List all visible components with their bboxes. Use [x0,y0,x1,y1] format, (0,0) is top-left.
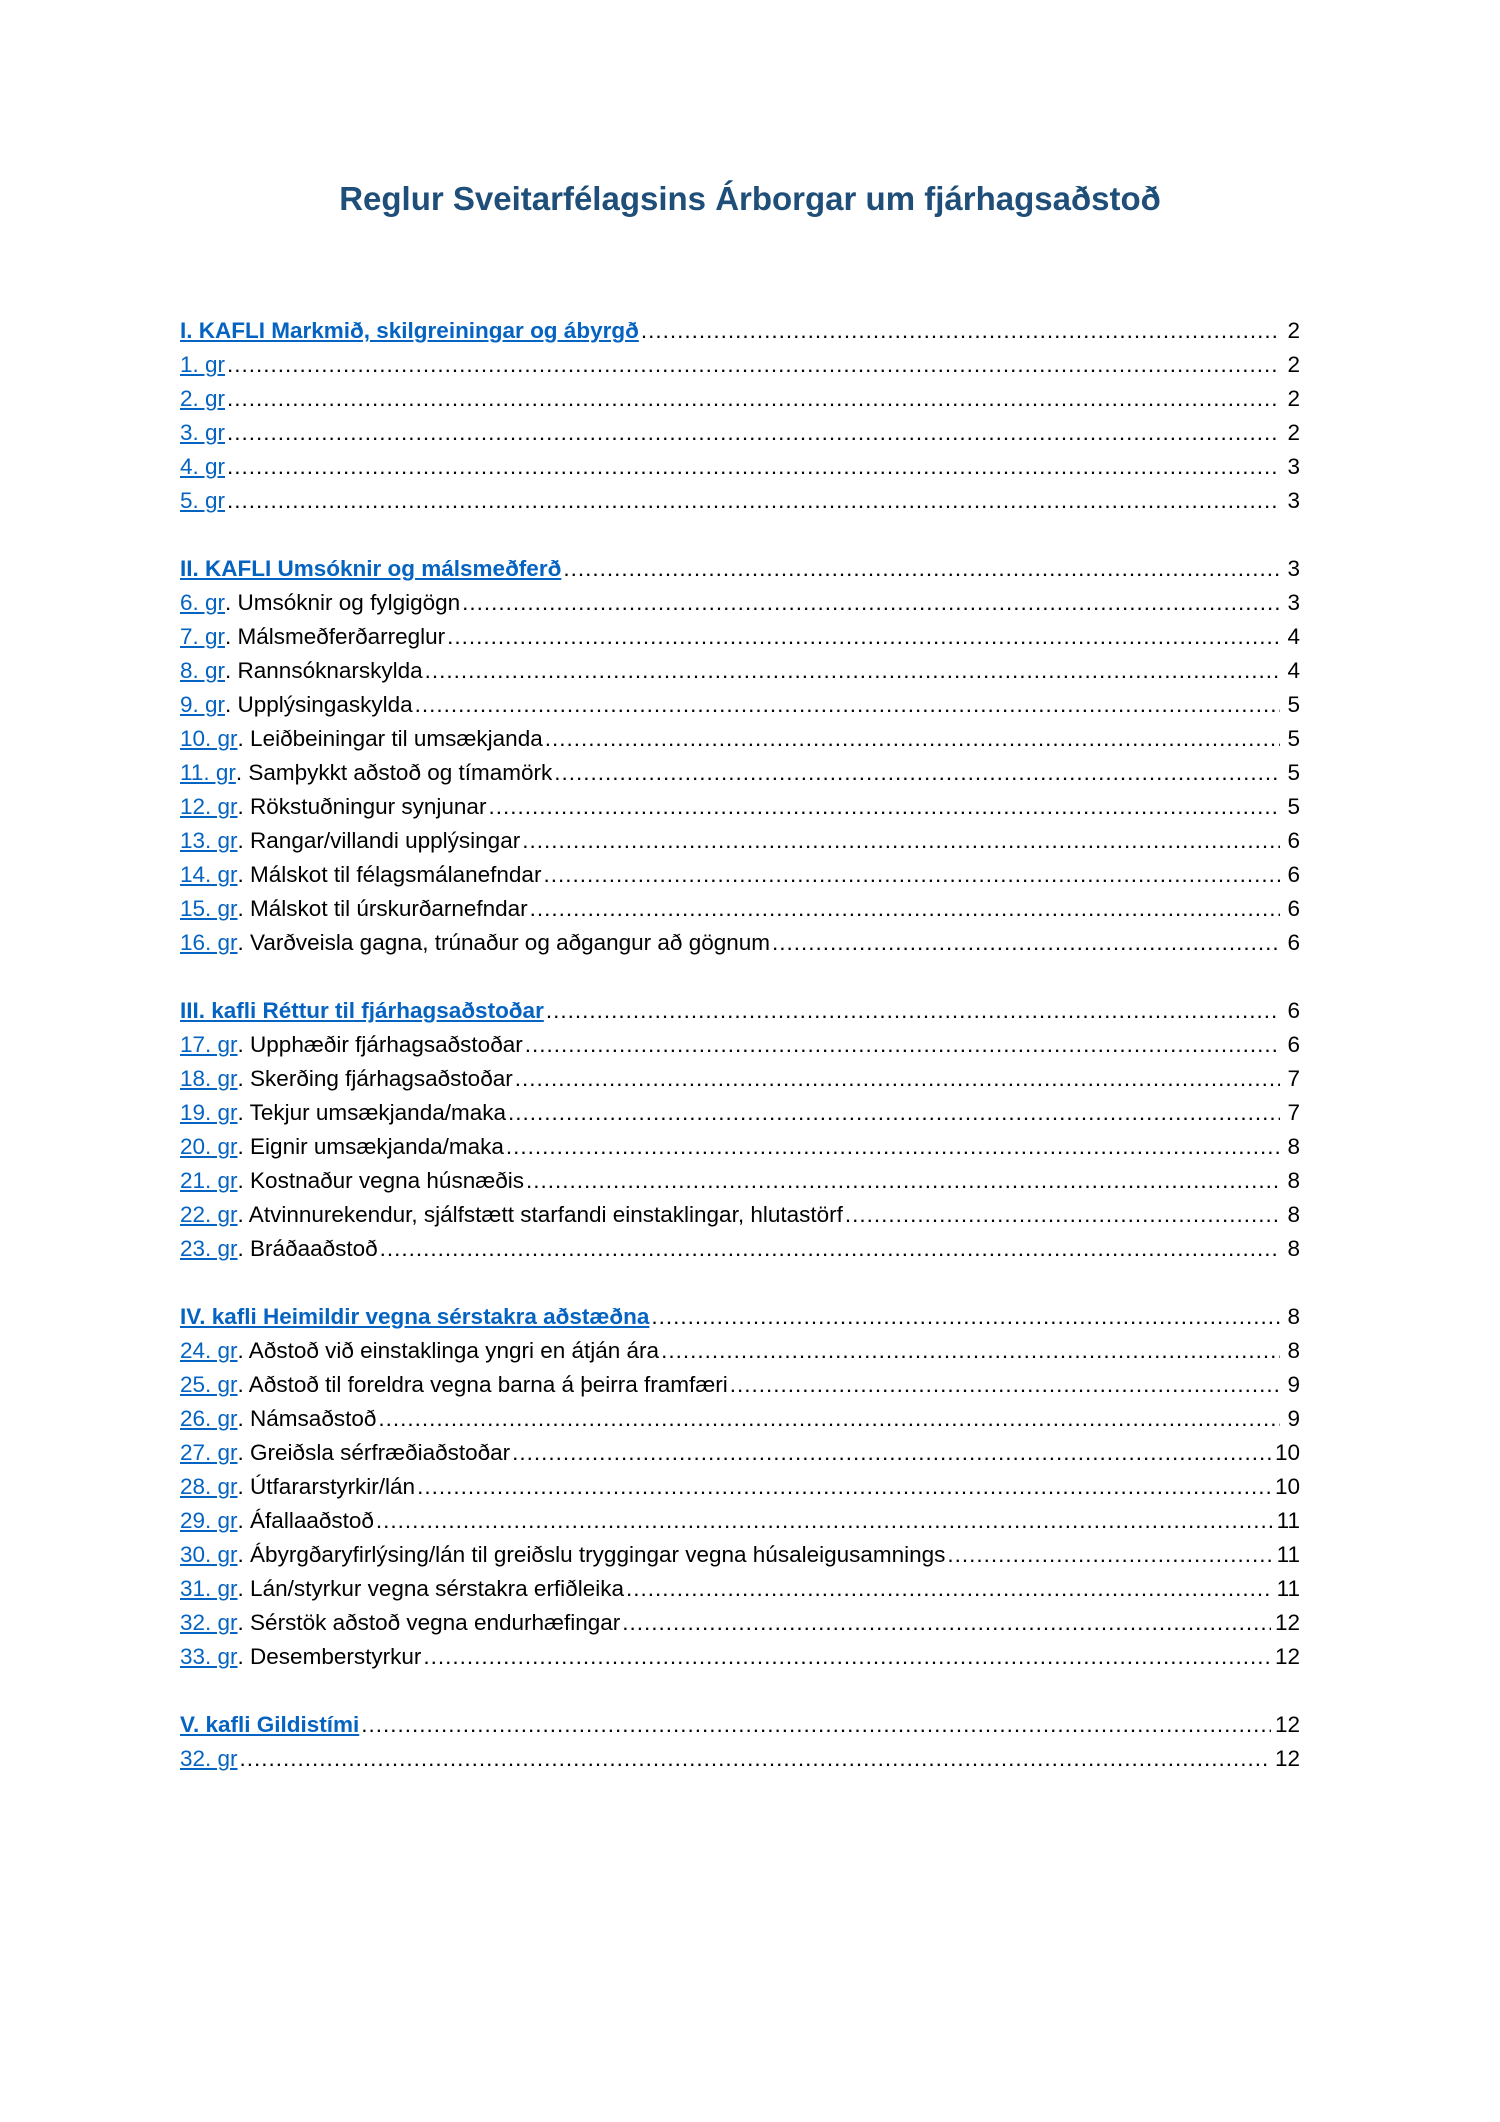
article-link[interactable]: 31. gr [180,1576,238,1601]
toc-entry[interactable] [180,722,1300,756]
toc-entry[interactable] [180,1062,1300,1096]
entry-title: . Námsaðstoð [237,1406,377,1431]
dot-leader [488,790,1280,824]
toc-entry[interactable] [180,1504,1300,1538]
toc-entry[interactable] [180,620,1300,654]
dot-leader [227,484,1280,518]
page-number: 5 [1287,692,1300,717]
entry-title: . Útfararstyrkir/lán [237,1474,416,1499]
article-link[interactable]: 32. gr [180,1746,238,1771]
article-link[interactable]: 1. gr [180,352,226,377]
article-link[interactable]: 3. gr [180,420,226,445]
entry-title: . Umsóknir og fylgigögn [225,590,461,615]
entry-title: . Rangar/villandi upplýsingar [237,828,521,853]
article-link[interactable]: 12. gr [180,794,238,819]
dot-leader [506,1130,1280,1164]
dot-leader [622,1606,1271,1640]
article-link[interactable]: 5. gr [180,488,226,513]
dot-leader [423,1640,1271,1674]
article-link[interactable]: 2. gr [180,386,226,411]
toc-entry[interactable] [180,1436,1300,1470]
page-number: 6 [1287,828,1300,853]
page-number: 10 [1274,1474,1300,1499]
page-number: 5 [1287,794,1300,819]
toc-entry[interactable] [180,1028,1300,1062]
entry-title: . Aðstoð til foreldra vegna barna á þeirra framfæri [237,1372,728,1397]
page-number: 3 [1287,590,1300,615]
page-number: 11 [1276,1542,1300,1567]
article-link[interactable]: 23. gr [180,1236,238,1261]
page-number: 6 [1287,896,1300,921]
dot-leader [447,620,1280,654]
page-number: 3 [1287,556,1300,581]
page-number: 2 [1287,386,1300,411]
toc-entry[interactable] [180,1742,1300,1776]
entry-title: . Sérstök aðstoð vegna endurhæfingar [237,1610,621,1635]
entry-title: . Eignir umsækjanda/maka [237,1134,504,1159]
chapter-link[interactable]: IV. kafli Heimildir vegna sérstakra aðstæðna [180,1304,650,1329]
toc-entry[interactable] [180,1164,1300,1198]
entry-title: . Ábyrgðaryfirlýsing/lán til greiðslu tryggingar vegna húsaleigusamnings [237,1542,946,1567]
article-link[interactable]: 16. gr [180,930,238,955]
toc-entry[interactable] [180,654,1300,688]
toc-entry[interactable] [180,1232,1300,1266]
page-number: 12 [1274,1746,1300,1771]
entry-title: . Leiðbeiningar til umsækjanda [237,726,543,751]
toc-entry[interactable] [180,382,1300,416]
toc-chapter-heading[interactable] [180,1708,1300,1742]
page-number: 12 [1274,1644,1300,1669]
dot-leader [415,688,1280,722]
article-link[interactable]: 14. gr [180,862,238,887]
page-number: 12 [1274,1610,1300,1635]
toc-entry[interactable] [180,858,1300,892]
article-link[interactable]: 25. gr [180,1372,238,1397]
toc-entry[interactable] [180,450,1300,484]
entry-title: . Varðveisla gagna, trúnaður og aðgangur að gögnum [237,930,771,955]
dot-leader [508,1096,1280,1130]
dot-leader [227,450,1280,484]
page-title: Reglur Sveitarfélagsins Árborgar um fjárhagsaðstoð [339,180,1161,217]
toc-chapter-heading[interactable] [180,314,1300,348]
entry-title: . Aðstoð við einstaklinga yngri en átján ára [237,1338,660,1363]
toc-entry[interactable] [180,1470,1300,1504]
toc-entry[interactable] [180,1538,1300,1572]
page-number: 7 [1287,1066,1300,1091]
page-number: 11 [1276,1576,1300,1601]
entry-title: . Málsmeðferðarreglur [225,624,446,649]
page-number: 5 [1287,760,1300,785]
article-link[interactable]: 32. gr [180,1610,238,1635]
article-link[interactable]: 7. gr [180,624,226,649]
entry-title: . Upplýsingaskylda [225,692,413,717]
chapter-link[interactable]: V. kafli Gildistími [180,1712,360,1737]
page-number: 2 [1287,420,1300,445]
entry-title: . Skerðing fjárhagsaðstoðar [237,1066,513,1091]
entry-title: . Tekjur umsækjanda/maka [237,1100,506,1125]
entry-title: . Samþykkt aðstoð og tímamörk [235,760,553,785]
dot-leader [227,416,1280,450]
dot-leader [651,1300,1280,1334]
chapter-link[interactable]: I. KAFLI Markmið, skilgreiningar og ábyrgð [180,318,639,343]
dot-leader [543,858,1280,892]
article-link[interactable]: 26. gr [180,1406,238,1431]
article-link[interactable]: 4. gr [180,454,226,479]
entry-title: . Rannsóknarskylda [225,658,423,683]
page-number: 6 [1287,862,1300,887]
toc-entry[interactable] [180,1572,1300,1606]
chapter-link[interactable]: II. KAFLI Umsóknir og málsmeðferð [180,556,562,581]
page-number: 8 [1287,1338,1300,1363]
article-link[interactable]: 21. gr [180,1168,238,1193]
toc-entry[interactable] [180,1096,1300,1130]
dot-leader [530,892,1280,926]
dot-leader [462,586,1280,620]
page-number: 10 [1274,1440,1300,1465]
page-number: 8 [1287,1134,1300,1159]
entry-title: . Bráðaaðstoð [237,1236,378,1261]
toc-entry[interactable] [180,1130,1300,1164]
page-number: 9 [1287,1372,1300,1397]
dot-leader [626,1572,1273,1606]
toc-entry[interactable] [180,484,1300,518]
toc-entry[interactable] [180,926,1300,960]
dot-leader [947,1538,1272,1572]
dot-leader [546,994,1280,1028]
article-link[interactable]: 20. gr [180,1134,238,1159]
toc-entry[interactable] [180,790,1300,824]
dot-leader [380,1232,1280,1266]
dot-leader [515,1062,1280,1096]
toc-entry[interactable] [180,1640,1300,1674]
dot-leader [425,654,1280,688]
dot-leader [772,926,1280,960]
page-number: 7 [1287,1100,1300,1125]
entry-title: . Upphæðir fjárhagsaðstoðar [237,1032,523,1057]
toc-chapter-heading[interactable] [180,1300,1300,1334]
article-link[interactable]: 9. gr [180,692,226,717]
toc-entry[interactable] [180,1606,1300,1640]
article-link[interactable]: 18. gr [180,1066,238,1091]
article-link[interactable]: 8. gr [180,658,226,683]
article-link[interactable]: 10. gr [180,726,238,751]
article-link[interactable]: 33. gr [180,1644,238,1669]
toc-entry[interactable] [180,756,1300,790]
page-number: 4 [1287,658,1300,683]
dot-leader [525,1028,1280,1062]
dot-leader [554,756,1280,790]
page-number: 8 [1287,1304,1300,1329]
article-link[interactable]: 30. gr [180,1542,238,1567]
article-link[interactable]: 6. gr [180,590,226,615]
table-of-contents [180,314,1300,1810]
dot-leader [361,1708,1271,1742]
article-link[interactable]: 13. gr [180,828,238,853]
dot-leader [227,382,1280,416]
entry-title: . Málskot til úrskurðarnefndar [237,896,528,921]
toc-section-4 [180,1300,1300,1674]
article-link[interactable]: 24. gr [180,1338,238,1363]
entry-title: . Desemberstyrkur [237,1644,422,1669]
entry-title: . Rökstuðningur synjunar [237,794,487,819]
page-number: 9 [1287,1406,1300,1431]
toc-entry[interactable] [180,1198,1300,1232]
toc-entry[interactable] [180,586,1300,620]
article-link[interactable]: 15. gr [180,896,238,921]
page-number: 6 [1287,930,1300,955]
article-link[interactable]: 11. gr [180,760,236,785]
toc-entry[interactable] [180,688,1300,722]
toc-entry[interactable] [180,416,1300,450]
article-link[interactable]: 22. gr [180,1202,238,1227]
dot-leader [512,1436,1271,1470]
article-link[interactable]: 28. gr [180,1474,238,1499]
page-number: 12 [1274,1712,1300,1737]
dot-leader [240,1742,1271,1776]
entry-title: . Lán/styrkur vegna sérstakra erfiðleika [237,1576,624,1601]
dot-leader [378,1402,1280,1436]
entry-title: . Kostnaður vegna húsnæðis [237,1168,524,1193]
page-number: 5 [1287,726,1300,751]
page-number: 6 [1287,1032,1300,1057]
toc-chapter-heading[interactable] [180,552,1300,586]
toc-section-5 [180,1708,1300,1776]
dot-leader [661,1334,1280,1368]
chapter-link[interactable]: III. kafli Réttur til fjárhagsaðstoðar [180,998,544,1023]
page-number: 8 [1287,1236,1300,1261]
dot-leader [845,1198,1280,1232]
toc-section-1 [180,314,1300,518]
page-number: 2 [1287,352,1300,377]
article-link[interactable]: 17. gr [180,1032,238,1057]
dot-leader [545,722,1280,756]
entry-title: . Atvinnurekendur, sjálfstætt starfandi einstaklingar, hlutastörf [237,1202,843,1227]
toc-chapter-heading[interactable] [180,994,1300,1028]
dot-leader [526,1164,1280,1198]
page-number: 8 [1287,1202,1300,1227]
page-number: 3 [1287,488,1300,513]
toc-entry[interactable] [180,348,1300,382]
article-link[interactable]: 27. gr [180,1440,238,1465]
article-link[interactable]: 19. gr [180,1100,238,1125]
dot-leader [376,1504,1273,1538]
dot-leader [641,314,1280,348]
entry-title: . Áfallaaðstoð [237,1508,374,1533]
dot-leader [730,1368,1280,1402]
page-number: 3 [1287,454,1300,479]
article-link[interactable]: 29. gr [180,1508,238,1533]
toc-entry[interactable] [180,1368,1300,1402]
toc-section-2 [180,552,1300,960]
dot-leader [417,1470,1271,1504]
page-number: 8 [1287,1168,1300,1193]
toc-section-3 [180,994,1300,1266]
entry-title: . Málskot til félagsmálanefndar [237,862,542,887]
page-number: 11 [1276,1508,1300,1533]
toc-entry[interactable] [180,824,1300,858]
dot-leader [522,824,1280,858]
toc-entry[interactable] [180,892,1300,926]
toc-entry[interactable] [180,1334,1300,1368]
page-number: 4 [1287,624,1300,649]
entry-title: . Greiðsla sérfræðiaðstoðar [237,1440,511,1465]
toc-entry[interactable] [180,1402,1300,1436]
page-number: 2 [1287,318,1300,343]
dot-leader [563,552,1280,586]
dot-leader [227,348,1280,382]
page-number: 6 [1287,998,1300,1023]
